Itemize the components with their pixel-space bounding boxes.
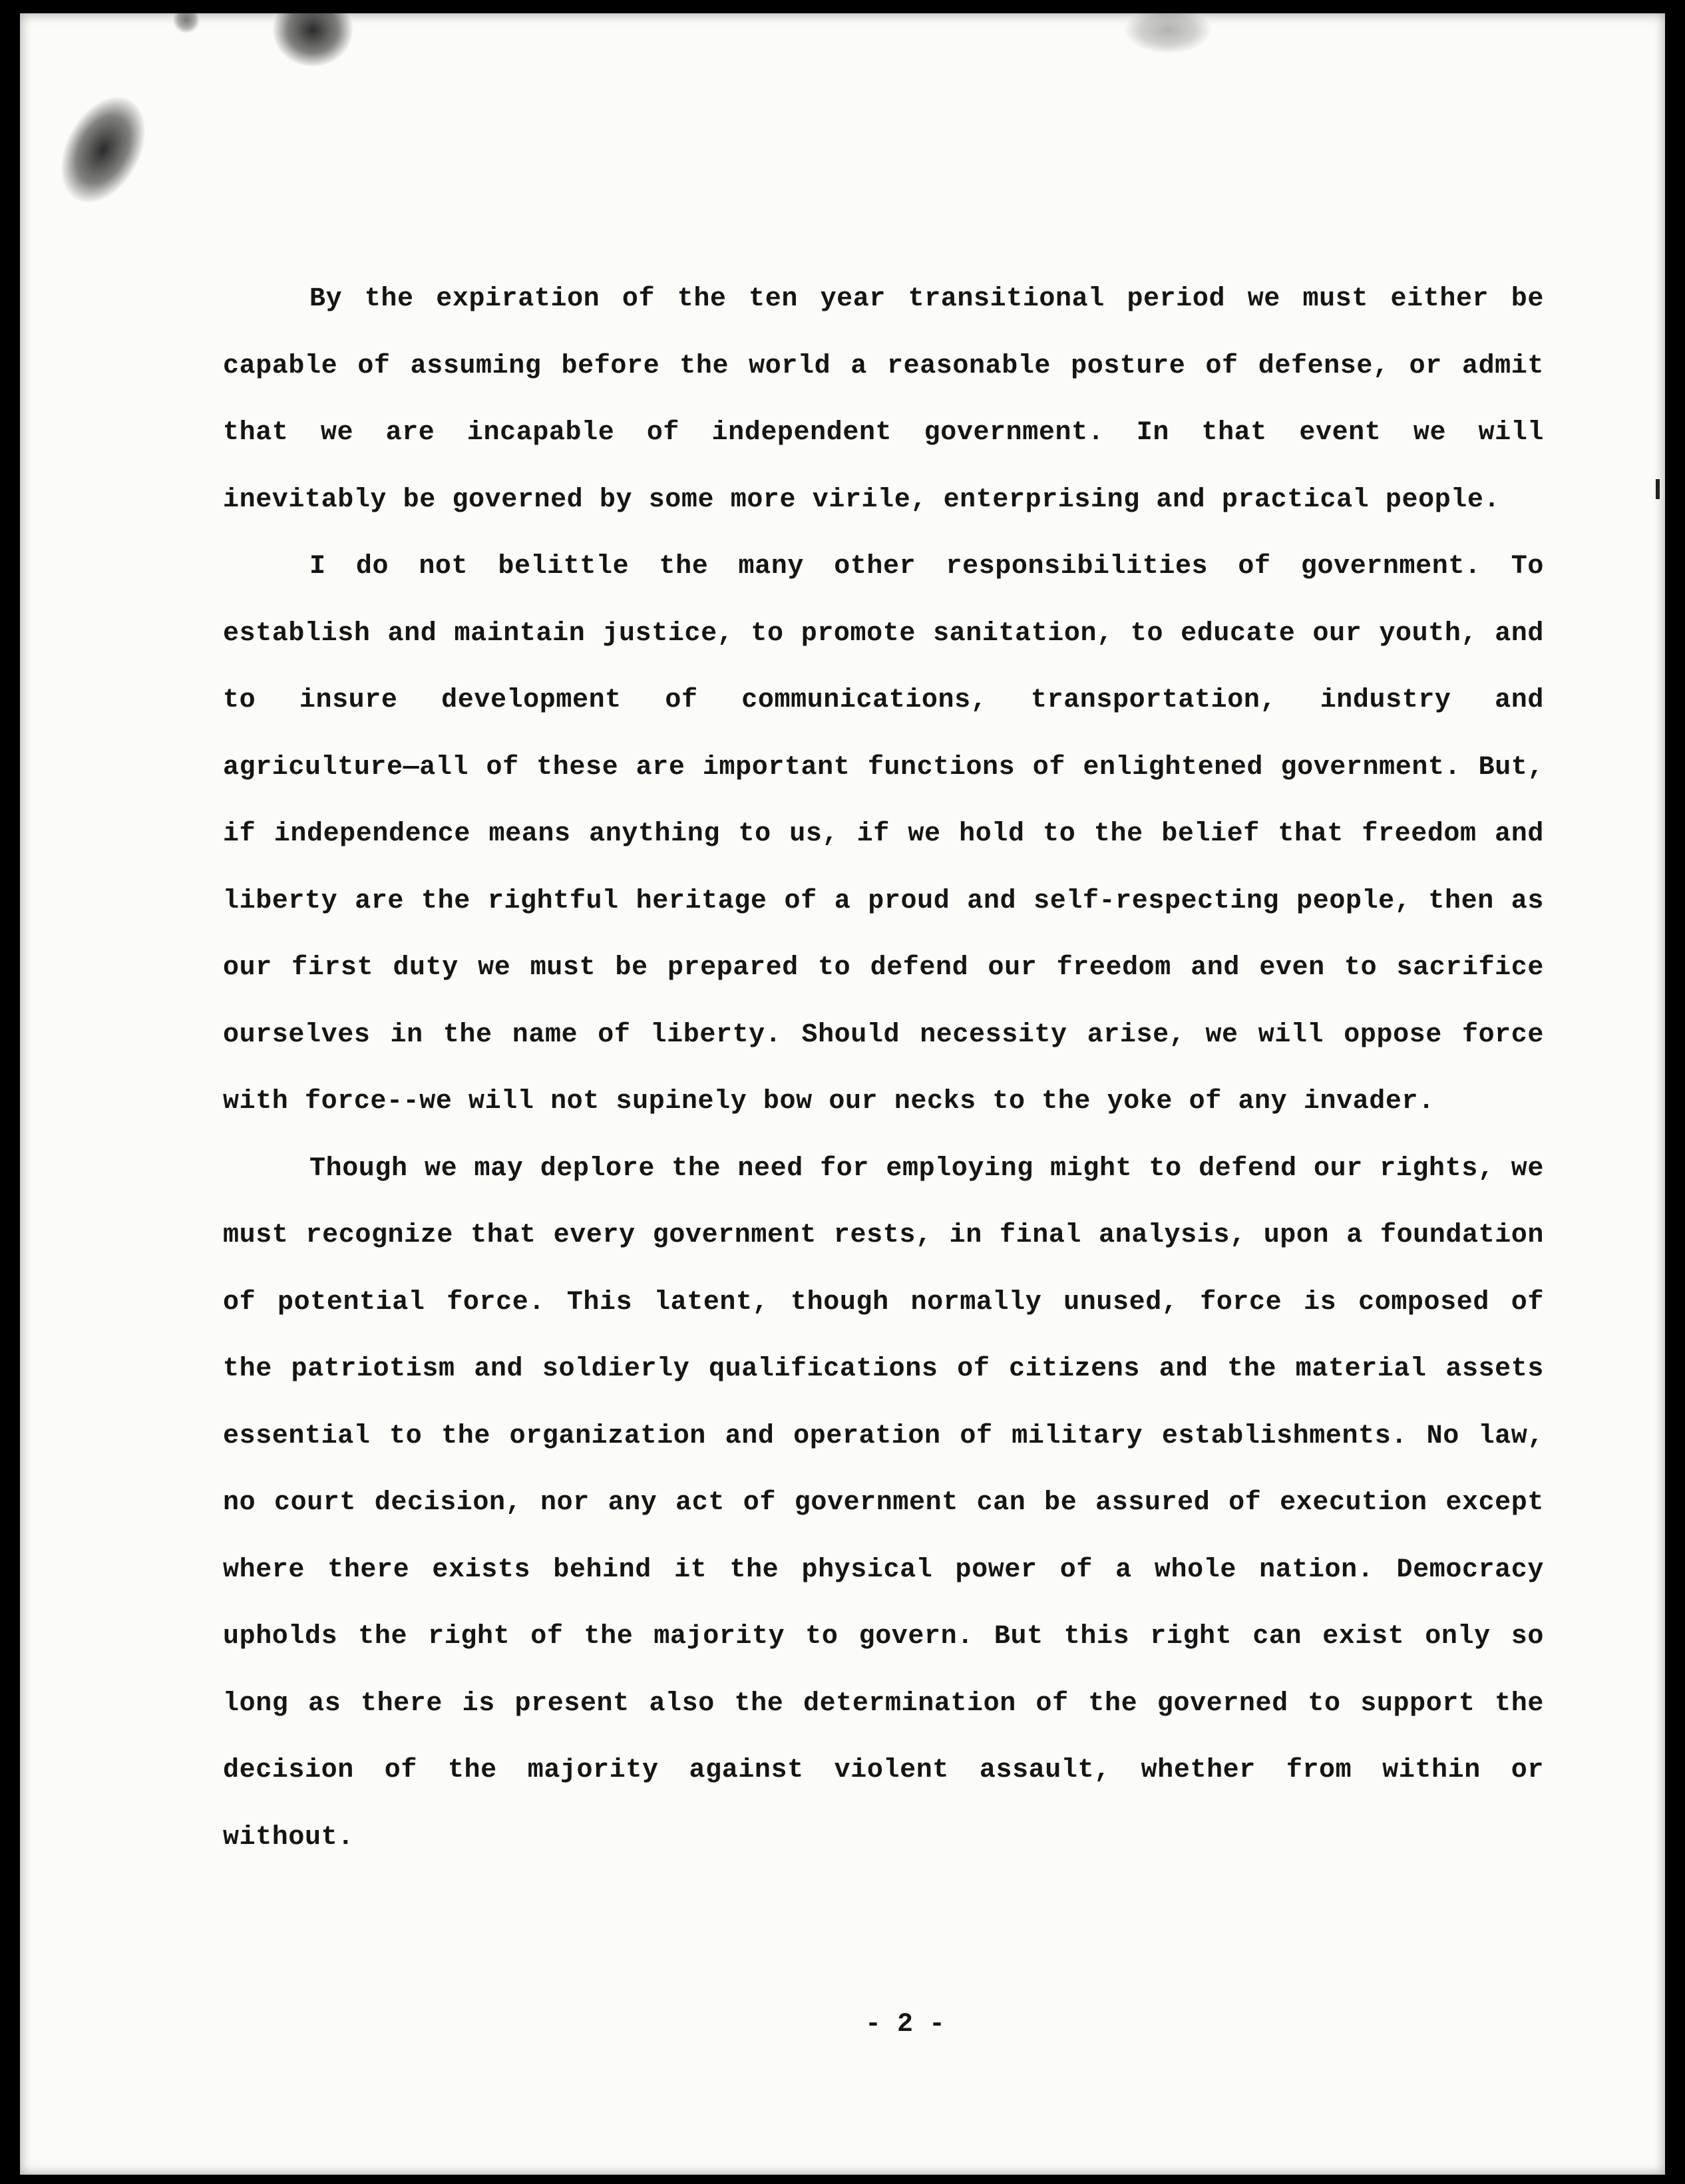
ink-smudge xyxy=(1125,13,1211,53)
ink-smudge xyxy=(45,83,162,217)
paragraph-2: I do not belittle the many other responsibilities of government. To establish and maintain justice, to promote sanitation, to educate our youth, and to insure development of communications, transportation, industry and agriculture—all of these are important functions of enlightened government. But, if independence means anything to us, if we hold to the belief that freedom and liberty are the rightful heritage of a proud and self-respecting people, then as our first duty we must be prepared to defend our freedom and even to sacrifice ourselves in the name of liberty. Should necessity arise, we will oppose force with force--we will not supinely bow our necks to the yoke of any invader. xyxy=(223,552,1544,1117)
page-number: - 2 - xyxy=(864,2010,946,2040)
edge-mark xyxy=(1656,479,1660,499)
document-page xyxy=(20,13,1665,2175)
paragraph-1: By the expiration of the ten year transitional period we must either be capable of assuming before the world a reasonable posture of defense, or admit that we are incapable of independent government. In that event we will inevitably be governed by some more virile, enterprising and practical people. xyxy=(223,284,1544,515)
paragraph-3: Though we may deplore the need for employing might to defend our rights, we must recognize that every government rests, in final analysis, upon a foundation of potential force. This latent, though normally unused, force is composed of the patriotism and soldierly qualifications of citizens and the material assets essential to the organization and operation of military establishments. No law, no court decision, nor any act of government can be assured of execution except where there exists behind it the physical power of a whole nation. Democracy upholds the right of the majority to govern. But this right can exist only so long as there is present also the determination of the governed to support the decision of the majority against violent assault, whether from within or without. xyxy=(223,1153,1544,1853)
ink-smudge xyxy=(273,13,353,67)
body-text xyxy=(223,266,1544,1871)
ink-smudge xyxy=(173,13,200,33)
